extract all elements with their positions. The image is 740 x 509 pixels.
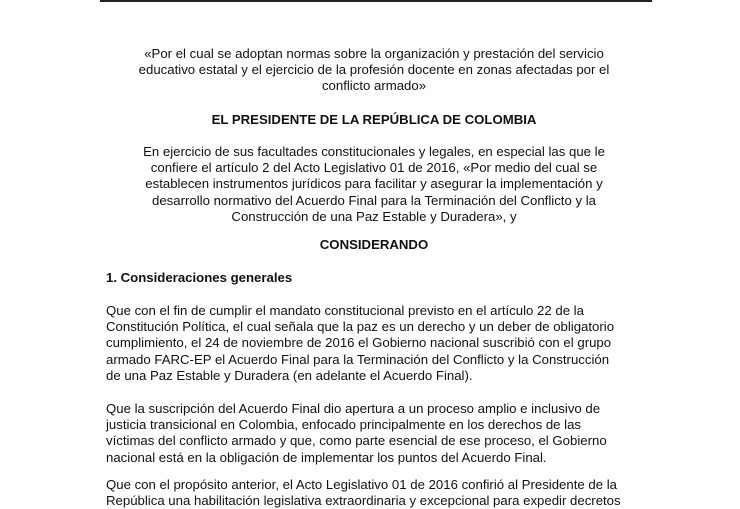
paragraph-line: armado FARC-EP el Acuerdo Final para la Terminación del Conflicto y la Construcción (106, 351, 610, 367)
paragraph-2 (106, 401, 642, 466)
paragraph-1 (106, 303, 642, 384)
paragraph-line: víctimas del conflicto armado y que, como parte esencial de ese proceso, el Gobierno (106, 433, 607, 449)
paragraph-line: Que la suscripción del Acuerdo Final dio apertura a un proceso amplio e inclusivo de (106, 401, 601, 416)
subject-line: educativo estatal y el ejercicio de la profesión docente en zonas afectadas por el (138, 62, 610, 78)
section-heading: 1. Consideraciones generales (106, 270, 293, 285)
subject-line: conflicto armado» (321, 78, 427, 94)
powers-line: confiere el artículo 2 del Acto Legislativo 01 de 2016, «Por medio del cual se (150, 160, 598, 176)
powers-line: desarrollo normativo del Acuerdo Final para la Terminación del Conflicto y la (152, 192, 596, 208)
header-rule (100, 0, 652, 8)
paragraph-line: de una Paz Estable y Duradera (en adelante el Acuerdo Final). (106, 367, 473, 383)
paragraph-line: República una habilitación legislativa extraordinaria y excepcional para expedir decretos (106, 493, 621, 509)
paragraph-line: Que con el fin de cumplir el mandato constitucional previsto en el artículo 22 de la (106, 303, 584, 318)
paragraph-line: justicia transicional en Colombia, enfocado principalmente en los derechos de las (106, 417, 582, 433)
issuer-heading: EL PRESIDENTE DE LA REPÚBLICA DE COLOMBIA (211, 112, 537, 127)
powers-paragraph (106, 144, 642, 225)
considering-heading: CONSIDERANDO (319, 237, 429, 252)
powers-line: Construcción de una Paz Estable y Duradera», y (231, 208, 517, 224)
paragraph-line: Que con el propósito anterior, el Acto Legislativo 01 de 2016 confirió al Presidente de la (106, 477, 617, 492)
paragraph-line: nacional está en la obligación de implementar los puntos del Acuerdo Final. (106, 449, 547, 465)
subject-line: «Por el cual se adoptan normas sobre la organización y prestación del servicio (144, 46, 604, 61)
powers-line: En ejercicio de sus facultades constitucionales y legales, en especial las que le (143, 144, 605, 159)
decree-subject (106, 46, 642, 95)
paragraph-line: cumplimiento, el 24 de noviembre de 2016 el Gobierno nacional suscribió con el grupo (106, 335, 612, 351)
paragraph-3 (106, 477, 642, 509)
powers-line: establecen instrumentos jurídicos para facilitar y asegurar la implementación y (145, 176, 603, 192)
paragraph-line: Constitución Política, el cual señala que la paz es un derecho y un deber de obligatorio (106, 319, 615, 335)
